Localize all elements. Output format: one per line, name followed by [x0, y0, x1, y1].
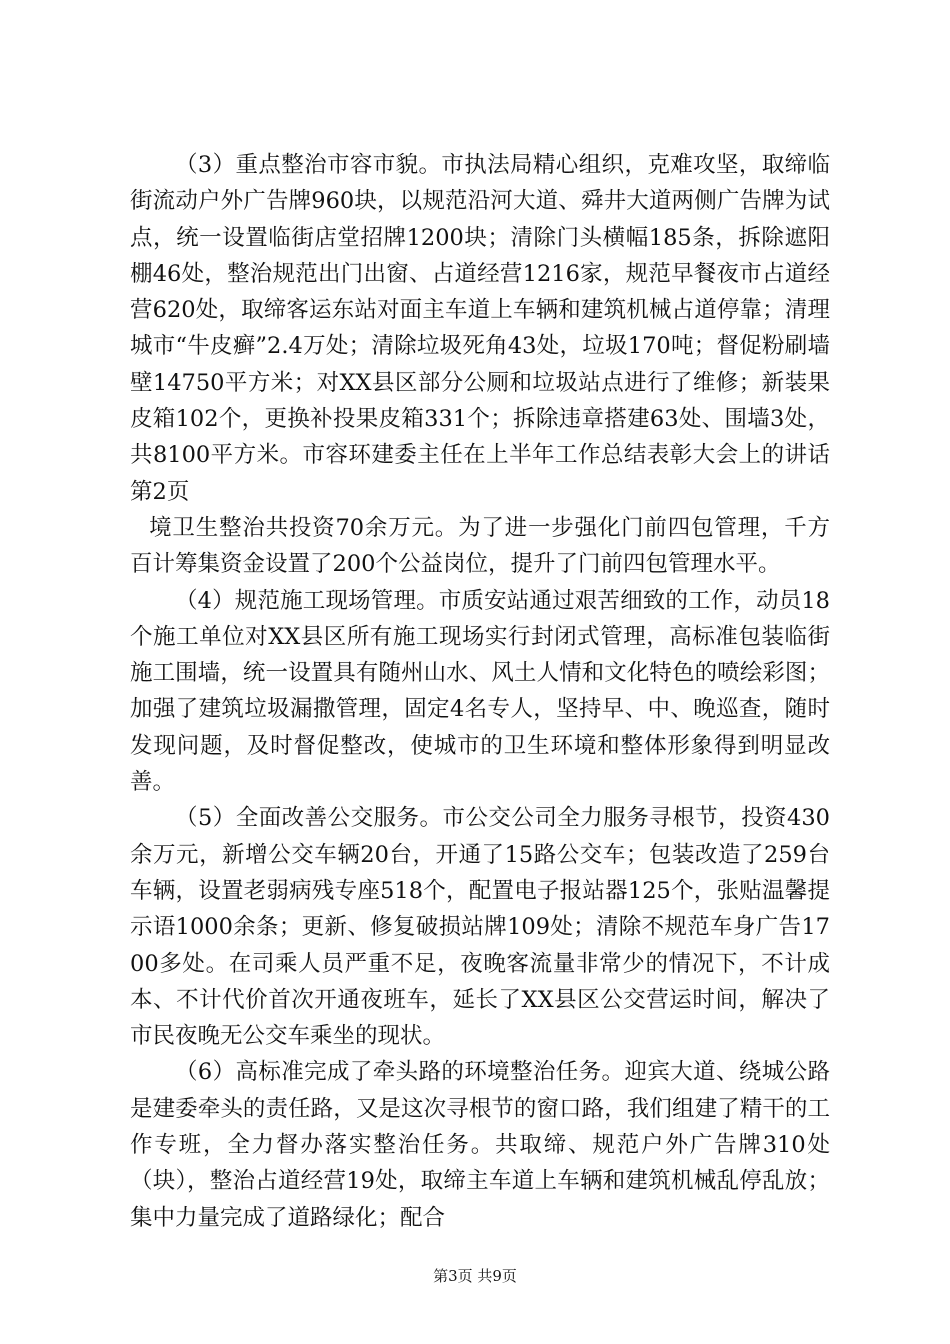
paragraph-4: （4）规范施工现场管理。市质安站通过艰苦细致的工作，动员18个施工单位对XX县区所有施工现场实行封闭式管理，高标准包装临街施工围墙，统一设置具有随州山水、风土人情和文化特色的喷绘彩图；加强了建筑垃圾漏撒管理，固定4名专人，坚持早、中、晚巡查，随时发现问题，及时督促整改，使城市的卫生环境和整体形象得到明显改善。	[130, 587, 830, 796]
page-footer	[0, 1266, 950, 1286]
paragraph-continuation: 境卫生整治共投资70余万元。为了进一步强化门前四包管理，千方百计筹集资金设置了200个公益岗位，提升了门前四包管理水平。	[130, 514, 830, 578]
page-indicator: 第3页 共9页	[433, 1267, 517, 1285]
paragraph-3: （3）重点整治市容市貌。市执法局精心组织，克难攻坚，取缔临街流动户外广告牌960块，以规范沿河大道、舜井大道两侧广告牌为试点，统一设置临街店堂招牌1200块；清除门头横幅185条，拆除遮阳棚46处，整治规范出门出窗、占道经营1216家，规范早餐夜市占道经营620处，取缔客运东站对面主车道上车辆和建筑机械占道停靠；清理城市“牛皮癣”2.4万处；清除垃圾死角43处，垃圾170吨；督促粉刷墙壁14750平方米；对XX县区部分公厕和垃圾站点进行了维修；新装果皮箱102个，更换补投果皮箱331个；拆除违章搭建63处、围墙3处，共8100平方米。市容环建委主任在上半年工作总结表彰大会上的讲话第2页	[130, 152, 830, 505]
paragraph-6: （6）高标准完成了牵头路的环境整治任务。迎宾大道、绕城公路是建委牵头的责任路，又是这次寻根节的窗口路，我们组建了精干的工作专班，全力督办落实整治任务。共取缔、规范户外广告牌310处（块），整治占道经营19处，取缔主车道上车辆和建筑机械乱停乱放；集中力量完成了道路绿化；配合	[130, 1059, 830, 1231]
paragraph-5: （5）全面改善公交服务。市公交公司全力服务寻根节，投资430余万元，新增公交车辆20台，开通了15路公交车；包装改造了259台车辆，设置老弱病残专座518个，配置电子报站器125个，张贴温馨提示语1000余条；更新、修复破损站牌109处；清除不规范车身广告1700多处。在司乘人员严重不足，夜晚客流量非常少的情况下，不计成本、不计代价首次开通夜班车，延长了XX县区公交营运时间，解决了市民夜晚无公交车乘坐的现状。	[130, 805, 830, 1050]
document-body	[130, 147, 830, 1236]
